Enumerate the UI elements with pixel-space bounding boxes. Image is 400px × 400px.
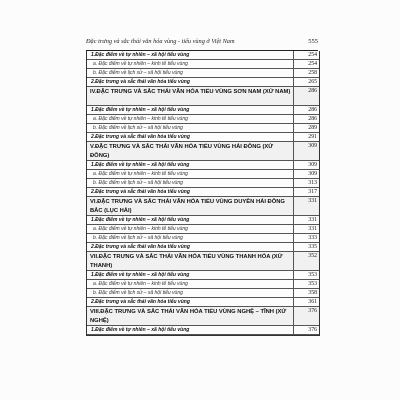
toc-entry	[87, 280, 319, 289]
toc-entry-page: 361	[293, 298, 319, 306]
toc-entry-label: 1.Đặc điểm về tự nhiên – xã hội tiểu vùng	[91, 272, 190, 278]
toc-entry-label: 2.Đặc trưng và sắc thái văn hóa tiểu vùng	[91, 134, 190, 140]
toc-section-heading	[87, 142, 319, 161]
toc-entry	[87, 225, 319, 234]
toc-entry	[87, 69, 319, 78]
toc-entry-page: 331	[293, 225, 319, 233]
toc-entry-label: IV.ĐẶC TRƯNG VÀ SẮC THÁI VĂN HÓA TIỂU VÙNG SƠN NAM (XỨ NAM)	[90, 89, 291, 95]
toc-entry	[87, 326, 319, 335]
toc-entry-label: a. Đặc điểm về tự nhiên – kinh tế tiểu vùng	[93, 61, 188, 67]
toc-entry-label: 2.Đặc trưng và sắc thái văn hóa tiểu vùng	[91, 79, 190, 85]
toc-entry-page: 286	[293, 115, 319, 123]
toc-entry	[87, 133, 319, 142]
toc-entry	[87, 179, 319, 188]
toc-entry	[87, 170, 319, 179]
toc-entry-page: 289	[293, 124, 319, 132]
toc-entry-label: b. Đặc điểm về lịch sử – xã hội tiểu vùng	[93, 235, 183, 241]
toc-entry	[87, 234, 319, 243]
toc-entry-page: 352	[293, 252, 319, 270]
page-number: 555	[308, 38, 318, 45]
toc-entry	[87, 51, 319, 60]
toc-entry-label: a. Đặc điểm về tự nhiên – kinh tế tiểu vùng	[93, 171, 188, 177]
toc-entry-label: a. Đặc điểm về tự nhiên – kinh tế tiểu vùng	[93, 226, 188, 232]
toc-entry-label: 2.Đặc trưng và sắc thái văn hóa tiểu vùng	[91, 244, 190, 250]
toc-entry	[87, 243, 319, 252]
toc-entry-label: b. Đặc điểm về lịch sử – xã hội tiểu vùng	[93, 180, 183, 186]
toc-entry-label: VI.ĐẶC TRƯNG VÀ SẮC THÁI VĂN HÓA TIỂU VÙNG DUYÊN HẢI ĐÔNG BẮC (LỤC HẢI)	[90, 199, 285, 214]
toc-entry-label: 2.Đặc trưng và sắc thái văn hóa tiểu vùng	[91, 299, 190, 305]
table-of-contents	[86, 51, 320, 336]
toc-entry	[87, 188, 319, 197]
toc-entry	[87, 115, 319, 124]
toc-entry	[87, 78, 319, 87]
toc-entry	[87, 271, 319, 280]
toc-entry-label: a. Đặc điểm về tự nhiên – kinh tế tiểu vùng	[93, 116, 188, 122]
toc-entry-page: 331	[293, 197, 319, 215]
toc-entry-page: 331	[293, 216, 319, 224]
toc-entry-label: b. Đặc điểm về lịch sử – xã hội tiểu vùng	[93, 290, 183, 296]
toc-entry-page: 358	[293, 289, 319, 297]
toc-entry-page: 376	[293, 326, 319, 334]
toc-entry-page: 335	[293, 243, 319, 251]
toc-entry	[87, 289, 319, 298]
toc-section-heading	[87, 197, 319, 216]
toc-entry-page: 265	[293, 78, 319, 86]
toc-entry	[87, 106, 319, 115]
toc-entry-label: b. Đặc điểm về lịch sử – xã hội tiểu vùng	[93, 125, 183, 131]
toc-entry-page: 309	[293, 161, 319, 169]
toc-entry	[87, 60, 319, 69]
toc-entry-label: VII.ĐẶC TRƯNG VÀ SẮC THÁI VĂN HÓA TIỂU VÙNG THANH HÓA (XỨ THANH)	[90, 254, 283, 269]
toc-entry-label: V.ĐẶC TRƯNG VÀ SẮC THÁI VĂN HÓA TIỂU VÙNG HẢI ĐÔNG (XỨ ĐÔNG)	[90, 144, 274, 159]
toc-section-heading	[87, 87, 319, 106]
toc-entry	[87, 161, 319, 170]
toc-entry-page: 286	[293, 87, 319, 105]
toc-entry	[87, 216, 319, 225]
toc-entry-label: a. Đặc điểm về tự nhiên – kinh tế tiểu vùng	[93, 281, 188, 287]
toc-entry-page: 333	[293, 234, 319, 242]
running-header	[86, 38, 318, 51]
toc-entry-page: 286	[293, 106, 319, 114]
toc-entry-page: 254	[293, 51, 319, 59]
toc-entry-page: 309	[293, 170, 319, 178]
toc-entry-page: 317	[293, 188, 319, 196]
toc-entry-page: 376	[293, 307, 319, 325]
toc-entry-page: 313	[293, 179, 319, 187]
toc-entry-label: 1.Đặc điểm về tự nhiên – xã hội tiểu vùng	[91, 52, 190, 58]
toc-entry-page: 309	[293, 142, 319, 160]
toc-entry-page: 258	[293, 69, 319, 77]
toc-entry-page: 291	[293, 133, 319, 141]
toc-entry-page: 353	[293, 280, 319, 288]
running-header-title: Đặc trưng và sắc thái văn hóa vùng - tiểu vùng ở Việt Nam	[86, 38, 235, 45]
toc-entry-label: 1.Đặc điểm về tự nhiên – xã hội tiểu vùng	[91, 107, 190, 113]
toc-entry-page: 254	[293, 60, 319, 68]
toc-entry-label: VIII.ĐẶC TRƯNG VÀ SẮC THÁI VĂN HÓA TIỂU VÙNG NGHỆ – TĨNH (XỨ NGHỆ)	[90, 309, 287, 324]
toc-entry-page: 353	[293, 271, 319, 279]
toc-entry	[87, 124, 319, 133]
toc-section-heading	[87, 252, 319, 271]
toc-entry-label: 2.Đặc trưng và sắc thái văn hóa tiểu vùng	[91, 189, 190, 195]
toc-entry-label: 1.Đặc điểm về tự nhiên – xã hội tiểu vùng	[91, 217, 190, 223]
toc-entry	[87, 298, 319, 307]
toc-section-heading	[87, 307, 319, 326]
toc-entry-label: 1.Đặc điểm về tự nhiên – xã hội tiểu vùng	[91, 162, 190, 168]
toc-entry-label: 1.Đặc điểm về tự nhiên – xã hội tiểu vùng	[91, 327, 190, 333]
toc-entry-label: b. Đặc điểm về lịch sử – xã hội tiểu vùng	[93, 70, 183, 76]
